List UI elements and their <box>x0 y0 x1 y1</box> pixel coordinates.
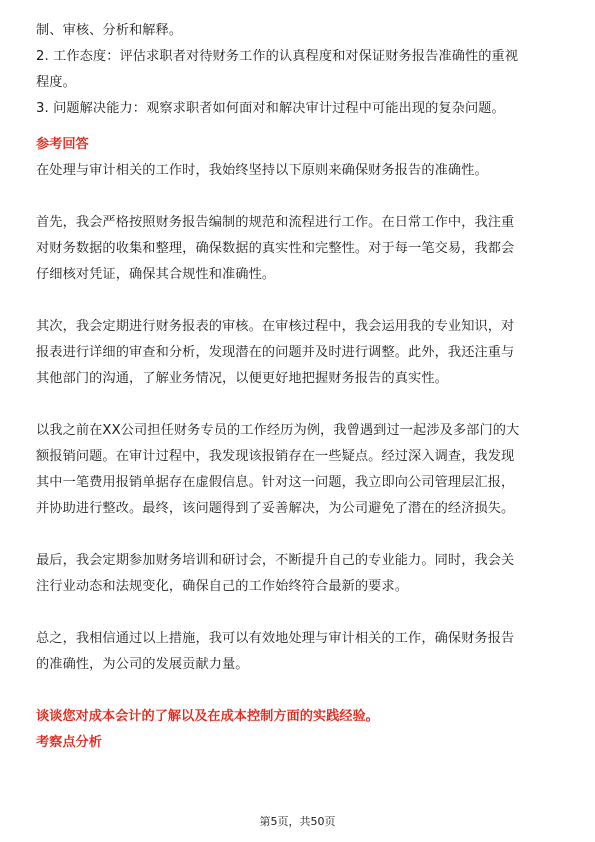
text-line: 以我之前在XX公司担任财务专员的工作经历为例，我曾遇到过一起涉及多部门的大 <box>36 423 520 438</box>
text-line: 额报销问题。在审计过程中，我发现该报销存在一些疑点。经过深入调查，我发现 <box>36 449 515 464</box>
text-line: 其他部门的沟通，了解业务情况，以便更好地把握财务报告的真实性。 <box>36 371 448 386</box>
answer-paragraph <box>36 158 564 184</box>
text-line: 仔细核对凭证，确保其合规性和准确性。 <box>36 267 276 282</box>
answer-paragraph <box>36 210 564 288</box>
text-line: 报表进行详细的审查和分析，发现潜在的问题并及时进行调整。此外，我还注重与 <box>36 345 515 360</box>
page-number: 第5页，共50页 <box>259 815 336 828</box>
answer-paragraph <box>36 418 564 522</box>
text-line: 最后，我会定期参加财务培训和研讨会，不断提升自己的专业能力。同时，我会关 <box>36 553 515 568</box>
next-question-heading: 谈谈您对成本会计的了解以及在成本控制方面的实践经验。 <box>36 709 379 724</box>
text-line: 总之，我相信通过以上措施，我可以有效地处理与审计相关的工作，确保财务报告 <box>36 631 515 646</box>
text-line: 其次，我会定期进行财务报表的审核。在审核过程中，我会运用我的专业知识，对 <box>36 319 515 334</box>
text-line: 2. 工作态度：评估求职者对待财务工作的认真程度和对保证财务报告准确性的重视 <box>36 49 519 64</box>
text-line: 程度。 <box>36 75 76 90</box>
analysis-heading: 考察点分析 <box>36 735 102 750</box>
text-line: 的准确性，为公司的发展贡献力量。 <box>36 657 249 672</box>
answer-paragraph <box>36 626 564 678</box>
answer-heading: 参考回答 <box>36 137 89 152</box>
text-line: 3. 问题解决能力：观察求职者如何面对和解决审计过程中可能出现的复杂问题。 <box>36 101 505 116</box>
answer-paragraph <box>36 548 564 600</box>
text-line: 对财务数据的收集和整理，确保数据的真实性和完整性。对于每一笔交易，我都会 <box>36 241 515 256</box>
text-line: 其中一笔费用报销单据存在虚假信息。针对这一问题，我立即向公司管理层汇报， <box>36 475 515 490</box>
text-line: 在处理与审计相关的工作时，我始终坚持以下原则来确保财务报告的准确性。 <box>36 163 488 178</box>
text-line: 首先，我会严格按照财务报告编制的规范和流程进行工作。在日常工作中，我注重 <box>36 215 515 230</box>
text-line: 制、审核、分析和解释。 <box>36 23 183 38</box>
document-page <box>36 18 564 756</box>
text-line: 并协助进行整改。最终，该问题得到了妥善解决，为公司避免了潜在的经济损失。 <box>36 501 515 516</box>
text-line: 注行业动态和法规变化，确保自己的工作始终符合最新的要求。 <box>36 579 409 594</box>
evaluation-points <box>36 18 564 122</box>
answer-paragraph <box>36 314 564 392</box>
